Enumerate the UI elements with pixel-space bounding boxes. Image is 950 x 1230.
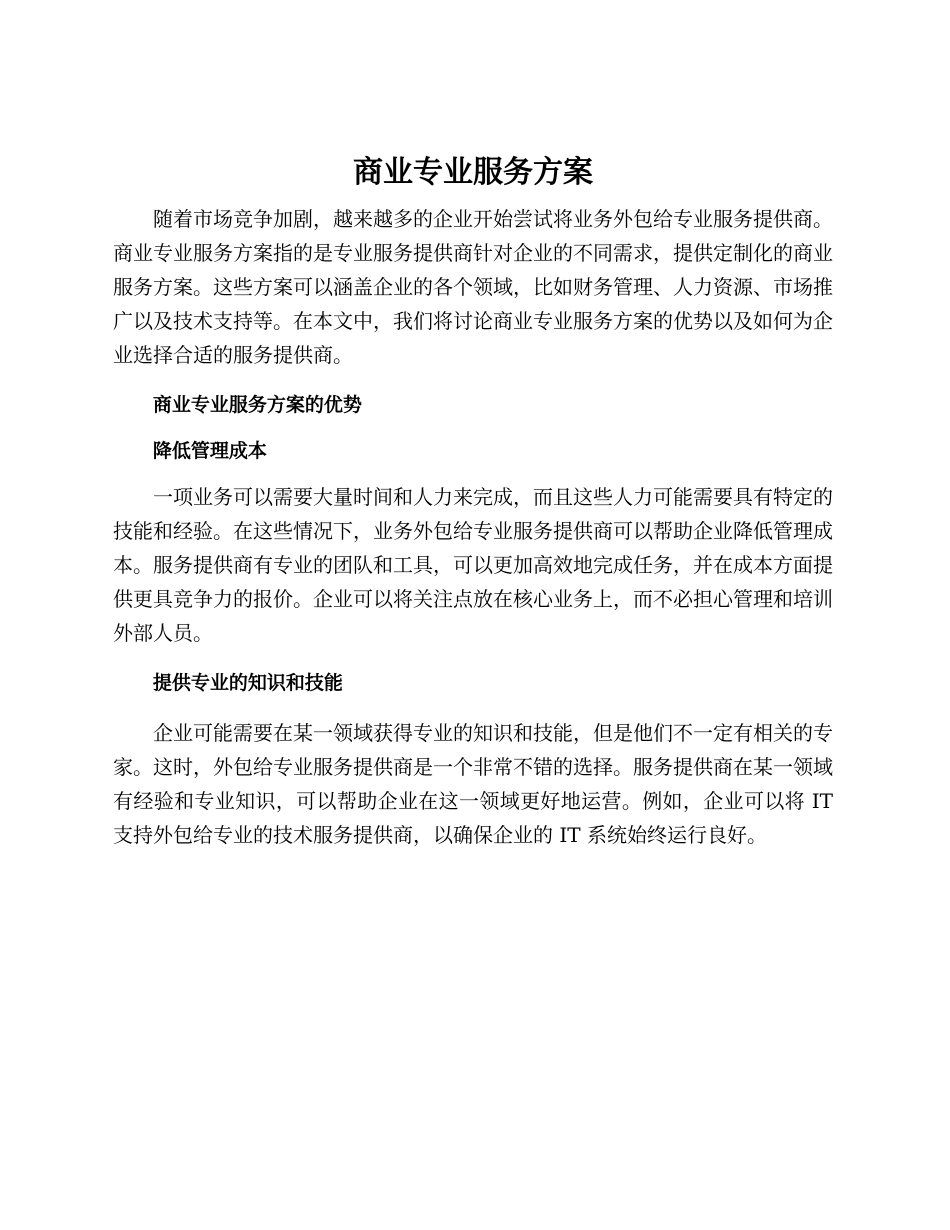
subsection-heading-cost: 降低管理成本 (152, 440, 267, 462)
document-page (113, 150, 833, 852)
subsection-heading-knowledge: 提供专业的知识和技能 (152, 672, 343, 694)
document-title: 商业专业服务方案 (353, 155, 593, 190)
subsection-paragraph-knowledge: 企业可能需要在某一领域获得专业的知识和技能，但是他们不一定有相关的专家。这时，外包给专业服务提供商是一个非常不错的选择。服务提供商在某一领域有经验和专业知识，可以帮助企业在这一领域更好地运营。例如，企业可以将 IT 支持外包给专业的技术服务提供商，以确保企业的 IT 系统始终运行良好。 (113, 721, 833, 847)
intro-paragraph: 随着市场竞争加剧，越来越多的企业开始尝试将业务外包给专业服务提供商。商业专业服务方案指的是专业服务提供商针对企业的不同需求，提供定制化的商业服务方案。这些方案可以涵盖企业的各个领域，比如财务管理、人力资源、市场推广以及技术支持等。在本文中，我们将讨论商业专业服务方案的优势以及如何为企业选择合适的服务提供商。 (113, 207, 833, 367)
subsection-paragraph-cost: 一项业务可以需要大量时间和人力来完成，而且这些人力可能需要具有特定的技能和经验。在这些情况下，业务外包给专业服务提供商可以帮助企业降低管理成本。服务提供商有专业的团队和工具，可以更加高效地完成任务，并在成本方面提供更具竞争力的报价。企业可以将关注点放在核心业务上，而不必担心管理和培训外部人员。 (113, 485, 833, 645)
section-heading-advantages: 商业专业服务方案的优势 (152, 394, 362, 416)
